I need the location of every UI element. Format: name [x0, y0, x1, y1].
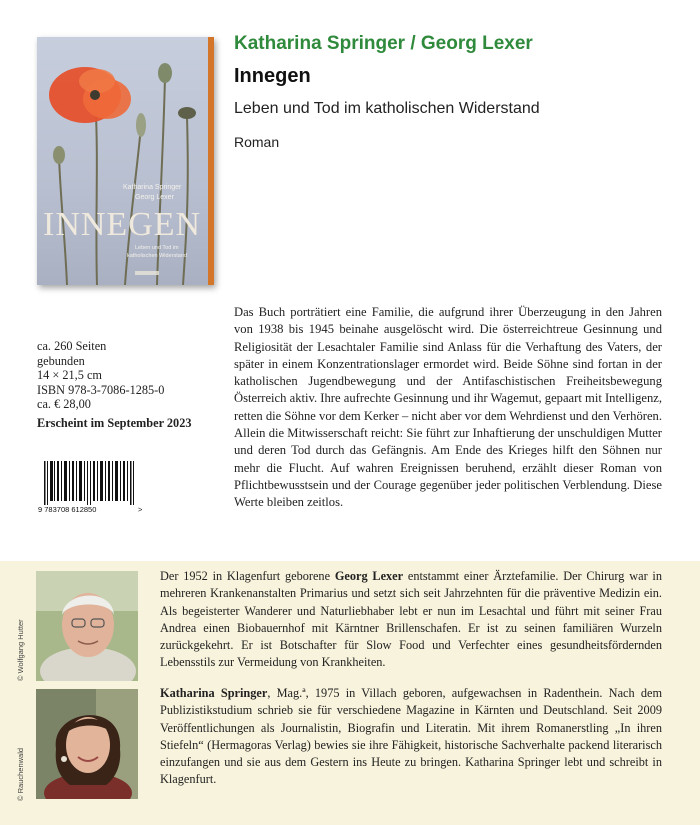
- author-photo-springer: [36, 689, 138, 799]
- book-cover: [37, 37, 214, 285]
- cover-subtitle-1: Leben und Tod im: [135, 245, 179, 251]
- cover-subtitle-2: katholischen Widerstand: [127, 253, 187, 259]
- author-photo-lexer: [36, 571, 138, 681]
- bio-lexer: [160, 568, 662, 672]
- cover-author-1: Katharina Springer: [123, 184, 182, 191]
- bio-springer-name: Katharina Springer: [160, 686, 268, 700]
- spec-pages: ca. 260 Seiten: [37, 339, 107, 353]
- photo-credit-springer: © Rauchenwald: [16, 747, 25, 801]
- book-genre: Roman: [234, 134, 280, 150]
- photo-credit-lexer: © Wolfgang Hutter: [16, 619, 25, 681]
- bio-lexer-text: entstammt einer Ärztefamilie. Der Chirurg war in mehreren Krankenanstalten Primarius und setzt sich seit Jahrzehnten für die präventive Medizin ein. Als begeisterter Wanderer und Naturliebhaber lebt er nun im Lesachtal und führt mit seiner Frau Andrea einen Biobauernhof mit Kärntner Brillenschafen. Er ist zu seinen familiären Wurzeln zurückgekehrt. Er ist Botschafter für Slow Food und Verfechter eines gesundheitsfördernden Lebensstils zur Vermeidung von Krankheiten.: [160, 569, 663, 670]
- spec-format: 14 × 21,5 cm: [37, 368, 102, 383]
- spec-binding: gebunden: [37, 353, 85, 368]
- cover-edge: [208, 37, 214, 285]
- bio-lexer-name: Georg Lexer: [334, 569, 404, 583]
- svg-text:>: >: [138, 505, 143, 513]
- cover-title: INNEGEN: [43, 206, 202, 243]
- isbn-barcode: [38, 461, 150, 513]
- barcode-digits: 9 783708 612850: [38, 505, 97, 513]
- bio-lexer-pre: Der 1952 in Klagenfurt geborene: [160, 569, 335, 583]
- book-authors: Katharina Springer / Georg Lexer: [234, 33, 533, 54]
- author-bios: [0, 561, 700, 825]
- cover-author-2: Georg Lexer: [135, 194, 174, 201]
- release-date: Erscheint im September 2023: [37, 415, 192, 430]
- spec-price: ca. € 28,00: [37, 397, 91, 412]
- bio-springer-text: , Mag.ª, 1975 in Villach geboren, aufgewachsen in Radenthein. Nach dem Publizistikstudium schrieb sie für verschiedene Magazine in Kärnten und Deutschland. Seit 2009 Veröffentlichungen als Journalistin, Biografin und Literatin. Mit ihrem Romanerstling „In ihren Stiefeln“ (Hermagoras Verlag) bewies sie ihre Fähigkeit, historische Sachverhalte packend literarisch einzufangen und sie aus dem Gestern ins Heute zu bringen. Katharina Springer lebt und schreibt in Klagenfurt.: [160, 686, 663, 787]
- spec-isbn: ISBN 978-3-7086-1285-0: [37, 382, 165, 397]
- book-specs: [37, 339, 192, 431]
- book-title: Innegen: [234, 65, 311, 87]
- book-subtitle: Leben und Tod im katholischen Widerstand: [234, 100, 540, 117]
- book-description: Das Buch porträtiert eine Familie, die aufgrund ihrer Überzeugung in den Jahren von 1938 bis 1945 beinahe ausgelöscht wird. Die österreichtreue Gesinnung und Religiosität der Lesachtaler Familie sind Anlass für die Verhaftung des Vaters, der später in einem Konzentrationslager ermordet wird. Beide Söhne sind fortan in der katholischen Jugendbewegung und der Antifaschistischen Freiheitsbewegung Österreich aktiv. Ihre aufrechte Gesinnung und ihr Wagemut, gepaart mit Intelligenz, retten die Söhne vor dem Kerker – nicht aber vor dem Wehrdienst und den Verhören. Allein die Mitwisserschaft reicht: Sie führt zur Inhaftierung der unschuldigen Mutter und deren Tod durch das Gefängnis. Am Ende des Krieges hilft den Söhnen nur mehr die Flucht. Auf wahren Ereignissen beruhend, erzählt dieser Roman von Pflichtbewusstsein und der Courage gegenüber jeder politischen Verblendung. Diese Werte bleiben zeitlos.: [234, 305, 662, 510]
- bio-springer: [160, 685, 662, 789]
